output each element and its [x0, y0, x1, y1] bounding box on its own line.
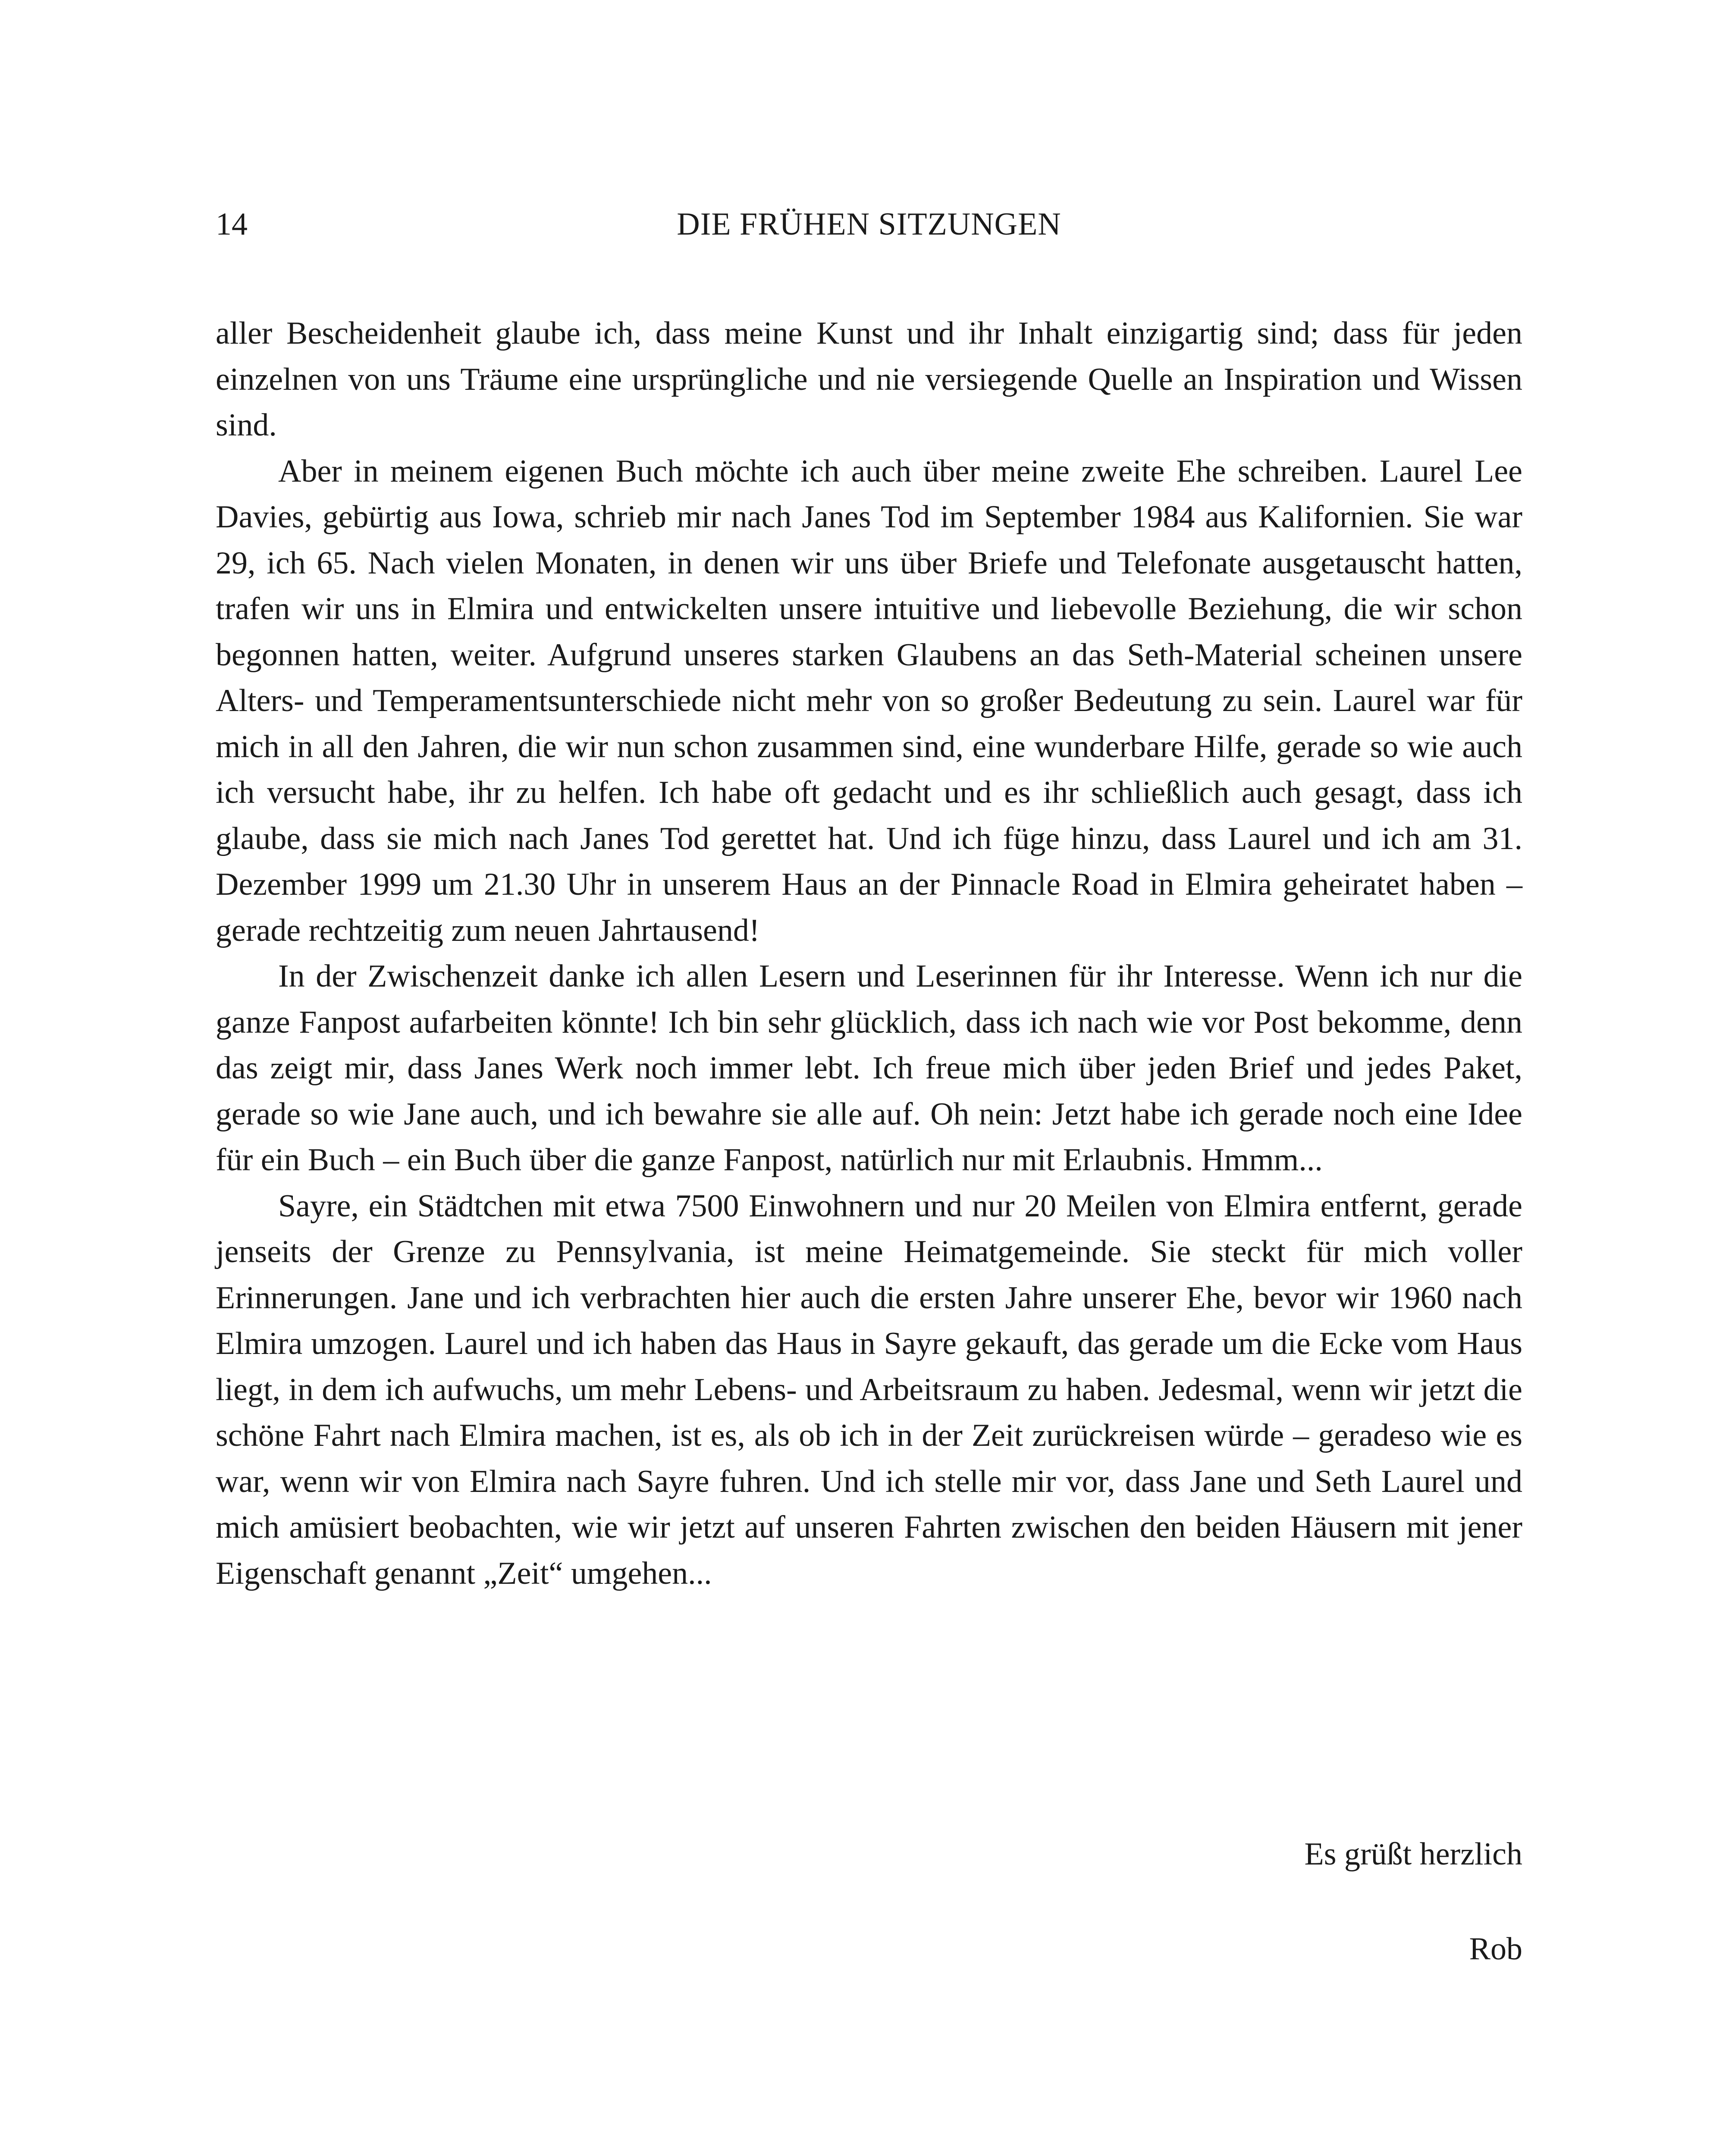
paragraph-2: Aber in meinem eigenen Buch möchte ich auch über meine zweite Ehe schreiben. Laurel Lee Davies, gebürtig aus Iowa, schrieb mir nach Janes Tod im September 1984 aus Kalifornien. Sie war 29, ich 65. Nach vielen Monaten, in denen wir uns über Briefe und Telefonate ausgetauscht hatten, trafen wir uns in Elmira und entwickelten unsere intuitive und liebevolle Beziehung, die wir schon begonnen hatten, weiter. Aufgrund unseres starken Glaubens an das Seth-Material scheinen unsere Alters- und Temperamentsunterschiede nicht mehr von so großer Bedeutung zu sein. Laurel war für mich in all den Jahren, die wir nun schon zusammen sind, eine wunderbare Hilfe, gerade so wie auch ich versucht habe, ihr zu helfen. Ich habe oft gedacht und es ihr schließlich auch gesagt, dass ich glaube, dass sie mich nach Janes Tod gerettet hat. Und ich füge hinzu, dass Laurel und ich am 31. Dezember 1999 um 21.30 Uhr in unserem Haus an der Pinnacle Road in Elmira geheiratet haben – gerade rechtzeitig zum neuen Jahrtausend! [216, 453, 1522, 948]
paragraph-4: Sayre, ein Städtchen mit etwa 7500 Einwohnern und nur 20 Meilen von Elmira entfernt, gerade jenseits der Grenze zu Pennsylvania, ist meine Heimatgemeinde. Sie steckt für mich voller Erinnerungen. Jane und ich verbrachten hier auch die ersten Jahre unserer Ehe, bevor wir 1960 nach Elmira umzogen. Laurel und ich haben das Haus in Sayre gekauft, das gerade um die Ecke vom Haus liegt, in dem ich aufwuchs, um mehr Lebens- und Arbeitsraum zu haben. Jedesmal, wenn wir jetzt die schöne Fahrt nach Elmira machen, ist es, als ob ich in der Zeit zurückreisen würde – geradeso wie es war, wenn wir von Elmira nach Sayre fuhren. Und ich stelle mir vor, dass Jane und Seth Laurel und mich amüsiert beobachten, wie wir jetzt auf unseren Fahrten zwischen den beiden Häusern mit jener Eigenschaft genannt „Zeit“ umgehen... [216, 1188, 1522, 1591]
closing-greeting: Es grüßt herzlich [1304, 1836, 1522, 1872]
paragraph-1: aller Bescheidenheit glaube ich, dass meine Kunst und ihr Inhalt einzigartig sind; dass für jeden einzelnen von uns Träume eine ursprüngliche und nie versiegende Quelle an Inspiration und Wissen sind. [216, 316, 1522, 443]
paragraph-3: In der Zwischenzeit danke ich allen Lesern und Leserinnen für ihr Interesse. Wenn ich nur die ganze Fanpost aufarbeiten könnte! Ich bin sehr glücklich, dass ich nach wie vor Post bekomme, denn das zeigt mir, dass Janes Werk noch immer lebt. Ich freue mich über jeden Brief und jedes Paket, gerade so wie Jane auch, und ich bewahre sie alle auf. Oh nein: Jetzt habe ich gerade noch eine Idee für ein Buch – ein Buch über die ganze Fanpost, natürlich nur mit Erlaubnis. Hmmm... [216, 959, 1522, 1178]
signature: Rob [1469, 1931, 1522, 1967]
page-number: 14 [216, 207, 248, 242]
running-title: DIE FRÜHEN SITZUNGEN [677, 207, 1061, 242]
body-text [216, 310, 1522, 1596]
running-head [216, 203, 1522, 246]
